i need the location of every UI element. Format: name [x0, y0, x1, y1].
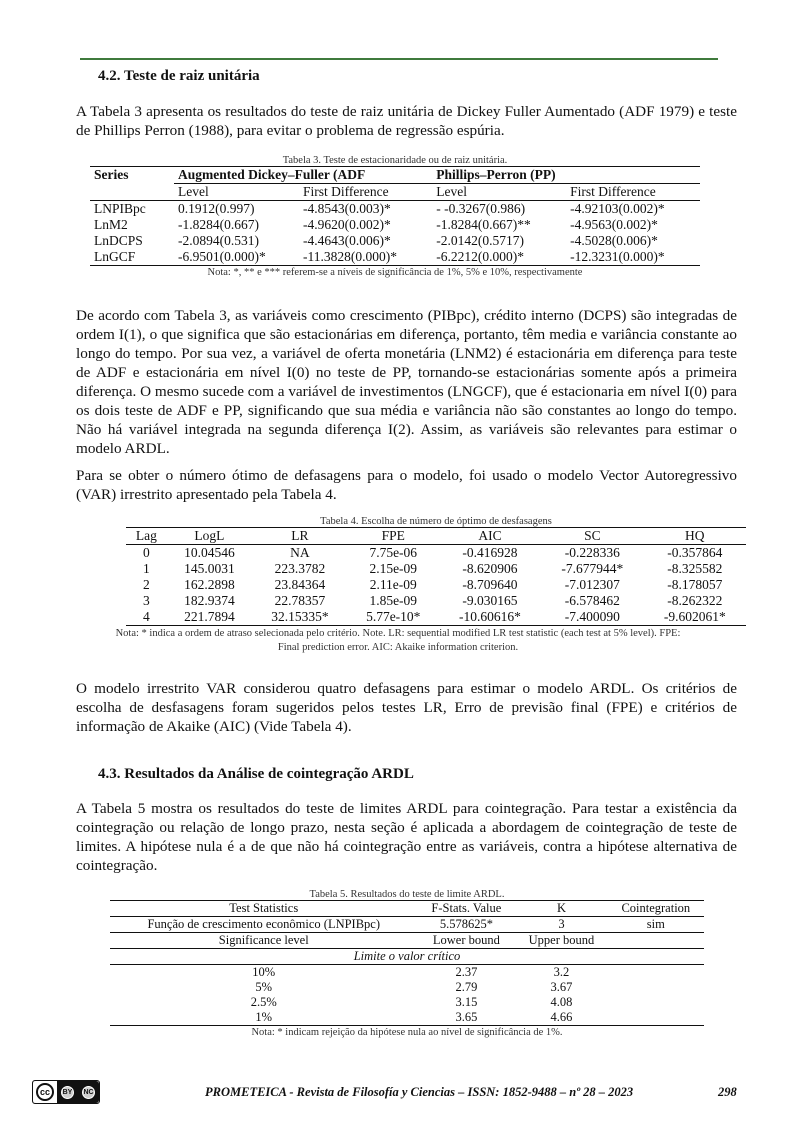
table-cell: -7.400090 — [541, 609, 643, 626]
table-cell: -8.262322 — [667, 593, 723, 608]
table-5-grid — [110, 900, 704, 1026]
page-number: 298 — [718, 1085, 737, 1099]
table-cell: 0 — [142, 545, 150, 560]
table-row — [90, 217, 700, 233]
table-cell: -6.2212(0.000)* — [432, 249, 566, 266]
table-4-note-line2: Final prediction error. AIC: Akaike information criterion. — [277, 642, 519, 653]
table-cell: -8.178057 — [667, 577, 723, 592]
table-cell: 4.66 — [515, 1010, 607, 1026]
table-cell: -0.357864 — [667, 545, 723, 560]
table-row — [110, 917, 704, 933]
table-3-subheader: Level — [174, 184, 299, 201]
table-4-header: LogL — [167, 528, 252, 545]
table-4-caption: Tabela 4. Escolha de número de óptimo de desfasagens — [320, 516, 552, 527]
table-row — [126, 593, 746, 609]
table-row — [126, 545, 746, 562]
table-cell: -0.416928 — [462, 545, 518, 560]
table-cell: -12.3231(0.000)* — [566, 249, 700, 266]
table-4-header: LR — [252, 528, 348, 545]
table-5-note: Nota: * indicam rejeição da hipótese nula ao nível de significância de 1%. — [251, 1027, 563, 1038]
table-cell: -9.030165 — [462, 593, 518, 608]
table-4-header: HQ — [644, 528, 746, 545]
table-cell: 2.5% — [250, 995, 277, 1009]
table-cell: -0.228336 — [564, 545, 620, 560]
table-cell: sim — [608, 917, 704, 933]
table-4-grid — [126, 527, 746, 626]
table-5-header: Test Statistics — [110, 901, 417, 917]
table-5-header: Significance level — [110, 933, 417, 949]
table-row — [110, 1010, 704, 1026]
table-5-header: Lower bound — [417, 933, 515, 949]
table-cell: 5% — [255, 980, 273, 994]
paragraph-analysis-table3: De acordo com Tabela 3, as variáveis como crescimento (PIBpc), crédito interno (DCPS) são integradas de ordem I(1), o que significa que são estacionárias em diferença, portanto, têm media e variância constante ao longo do tempo. Por sua vez, a variável de oferta monetária (LNM2) é estacionária em diferença para teste de ADF e estacionária em nível I(0) no teste de PP, tornando-se estacionárias somente após a primeira diferença. O mesmo sucede com a variável de investimentos (LNGCF), que é estacionaria em nível I(0) para os dois teste de ADF e PP, significando que sua média e variância não são constantes ao longo do tempo. Não há variável integrada na segunda diferença I(2). Assim, as variáveis são relevantes para estimar o modelo ARDL. — [76, 307, 737, 457]
table-row — [110, 995, 704, 1010]
table-3 — [90, 155, 700, 280]
table-cell: 2.79 — [455, 980, 478, 994]
table-cell: 3 — [142, 593, 150, 608]
table-row — [126, 609, 746, 626]
table-cell: 2 — [142, 577, 150, 592]
table-cell: -11.3828(0.000)* — [299, 249, 432, 266]
table-cell: -8.620906 — [462, 561, 518, 576]
table-cell: -4.92103(0.002)* — [570, 201, 665, 216]
table-cell: 145.0031 — [184, 561, 235, 576]
table-cell: 182.9374 — [184, 593, 235, 608]
table-3-note: Nota: *, ** e *** referem-se a níveis de significância de 1%, 5% e 10%, respectivamente — [207, 267, 583, 278]
table-cell: 3 — [515, 917, 607, 933]
table-5-header: F-Stats. Value — [417, 901, 515, 917]
table-cell: -10.60616* — [439, 609, 541, 626]
table-cell: 2.15e-09 — [369, 561, 418, 576]
table-cell: 3.65 — [417, 1010, 515, 1026]
table-cell: 1% — [110, 1010, 417, 1026]
table-cell: 5.77e-10* — [348, 609, 439, 626]
cc-icon: cc — [36, 1083, 54, 1101]
table-3-adf-header: Augmented Dickey–Fuller (ADF — [174, 167, 432, 184]
table-cell: 22.78357 — [274, 593, 326, 608]
table-3-caption: Tabela 3. Teste de estacionaridade ou de raiz unitária. — [282, 155, 508, 166]
by-icon: BY — [61, 1086, 74, 1099]
table-row — [126, 561, 746, 577]
table-cell: 3.15 — [455, 995, 478, 1009]
table-cell: -4.4643(0.006)* — [303, 233, 391, 248]
table-row — [110, 965, 704, 981]
table-cell: -8.709640 — [462, 577, 518, 592]
table-cell: 5.578625* — [417, 917, 515, 933]
table-cell: -6.578462 — [564, 593, 620, 608]
table-row — [90, 233, 700, 249]
table-5-caption: Tabela 5. Resultados do teste de limite ARDL. — [309, 889, 505, 900]
table-4-note-line1: Nota: * indica a ordem de atraso selecionada pelo critério. Note. LR: sequential modified LR test statistic (each test at 5% level). FPE: — [115, 628, 681, 639]
table-cell: 32.15335* — [252, 609, 348, 626]
table-5-header: K — [515, 901, 607, 917]
table-3-subheader: First Difference — [566, 184, 700, 201]
table-cell: -4.9620(0.002)* — [303, 217, 391, 232]
table-3-subheader: First Difference — [299, 184, 432, 201]
table-cell: LnM2 — [94, 217, 128, 232]
paragraph-intro-table3: A Tabela 3 apresenta os resultados do teste de raiz unitária de Dickey Fuller Aumentado (ADF 1979) e teste de Phillips Perron (1988), para evitar o problema de regressão espúria. — [76, 103, 737, 139]
header-rule — [80, 58, 718, 60]
nc-icon: NC — [82, 1086, 95, 1099]
table-3-series-header: Series — [90, 167, 174, 184]
table-cell: 4.08 — [550, 995, 573, 1009]
table-cell: 162.2898 — [184, 577, 235, 592]
table-4 — [58, 516, 738, 655]
table-cell: -4.8543(0.003)* — [303, 201, 391, 216]
table-cell: 23.84364 — [274, 577, 326, 592]
section-heading-4-2: 4.2. Teste de raiz unitária — [98, 68, 260, 84]
table-cell: 3.67 — [550, 980, 573, 994]
table-cell: 2.37 — [455, 965, 478, 979]
table-cell: -1.8284(0.667)** — [436, 217, 531, 232]
table-cell: 10% — [252, 965, 276, 979]
journal-footer: PROMETEICA - Revista de Filosofía y Ciencias – ISSN: 1852-9488 – nº 28 – 2023 — [205, 1085, 634, 1099]
table-cell: 3.2 — [553, 965, 570, 979]
table-cell: -4.9563(0.002)* — [570, 217, 658, 232]
table-4-header: Lag — [126, 528, 167, 545]
table-cell: -9.602061* — [644, 609, 746, 626]
table-4-header: SC — [541, 528, 643, 545]
paragraph-var-lags: O modelo irrestrito VAR considerou quatro defasagens para estimar o modelo ARDL. Os critérios de escolha de desfasagens foram sugeridos pelos testes LR, Erro de previsão final (FPE) e critérios de informação de Akaike (AIC) (Vide Tabela 4). — [76, 680, 737, 735]
table-3-subheader: Level — [432, 184, 566, 201]
table-cell: NA — [290, 545, 310, 560]
section-heading-4-3: 4.3. Resultados da Análise de cointegração ARDL — [98, 766, 414, 782]
table-cell: - -0.3267(0.986) — [436, 201, 526, 216]
table-cell: Função de crescimento econômico (LNPIBpc) — [110, 917, 417, 933]
table-5-subtitle: Limite o valor crítico — [110, 949, 704, 965]
table-cell: -7.677944* — [561, 561, 624, 576]
table-cell: 1.85e-09 — [369, 593, 418, 608]
table-cell: 2.11e-09 — [369, 577, 417, 592]
table-row — [90, 201, 700, 218]
table-cell: -2.0894(0.531) — [178, 233, 259, 248]
table-4-header: FPE — [348, 528, 439, 545]
table-cell: 10.04546 — [184, 545, 235, 560]
table-cell: 1 — [142, 561, 150, 576]
paragraph-intro-table4: Para se obter o número ótimo de defasagens para o modelo, foi usado o modelo Vector Autoregressivo (VAR) irrestrito apresentado pela Tabela 4. — [76, 467, 737, 503]
table-4-header: AIC — [439, 528, 541, 545]
paragraph-intro-table5: A Tabela 5 mostra os resultados do teste de limites ARDL para cointegração. Para testar a existência da cointegração ou relação de longo prazo, nesta seção é aplicada a abordagem de cointegração de teste de limites. A hipótese nula é a de que não há cointegração entre as variáveis, contra a hipótese alternativa de cointegração. — [76, 800, 737, 874]
table-row — [110, 980, 704, 995]
table-cell: -4.5028(0.006)* — [570, 233, 658, 248]
table-cell: -2.0142(0.5717) — [436, 233, 524, 248]
table-cell: -8.325582 — [667, 561, 723, 576]
cc-by-nc-icon — [32, 1080, 100, 1104]
table-3-grid — [90, 166, 700, 266]
table-cell: LnDCPS — [94, 233, 143, 248]
table-cell: 221.7894 — [167, 609, 252, 626]
table-5-header: Upper bound — [515, 933, 607, 949]
table-5 — [110, 889, 704, 1040]
table-cell: LnGCF — [90, 249, 174, 266]
table-row — [126, 577, 746, 593]
table-cell: 0.1912(0.997) — [178, 201, 255, 216]
table-5-header: Cointegration — [608, 901, 704, 917]
table-cell: LNPIBpc — [94, 201, 146, 216]
table-cell: 223.3782 — [274, 561, 326, 576]
table-cell: -7.012307 — [564, 577, 620, 592]
table-row — [90, 249, 700, 266]
table-3-pp-header: Phillips–Perron (PP) — [432, 167, 700, 184]
table-cell: -1.8284(0.667) — [178, 217, 259, 232]
table-cell: 4 — [126, 609, 167, 626]
table-cell: 7.75e-06 — [369, 545, 418, 560]
table-cell: -6.9501(0.000)* — [174, 249, 299, 266]
